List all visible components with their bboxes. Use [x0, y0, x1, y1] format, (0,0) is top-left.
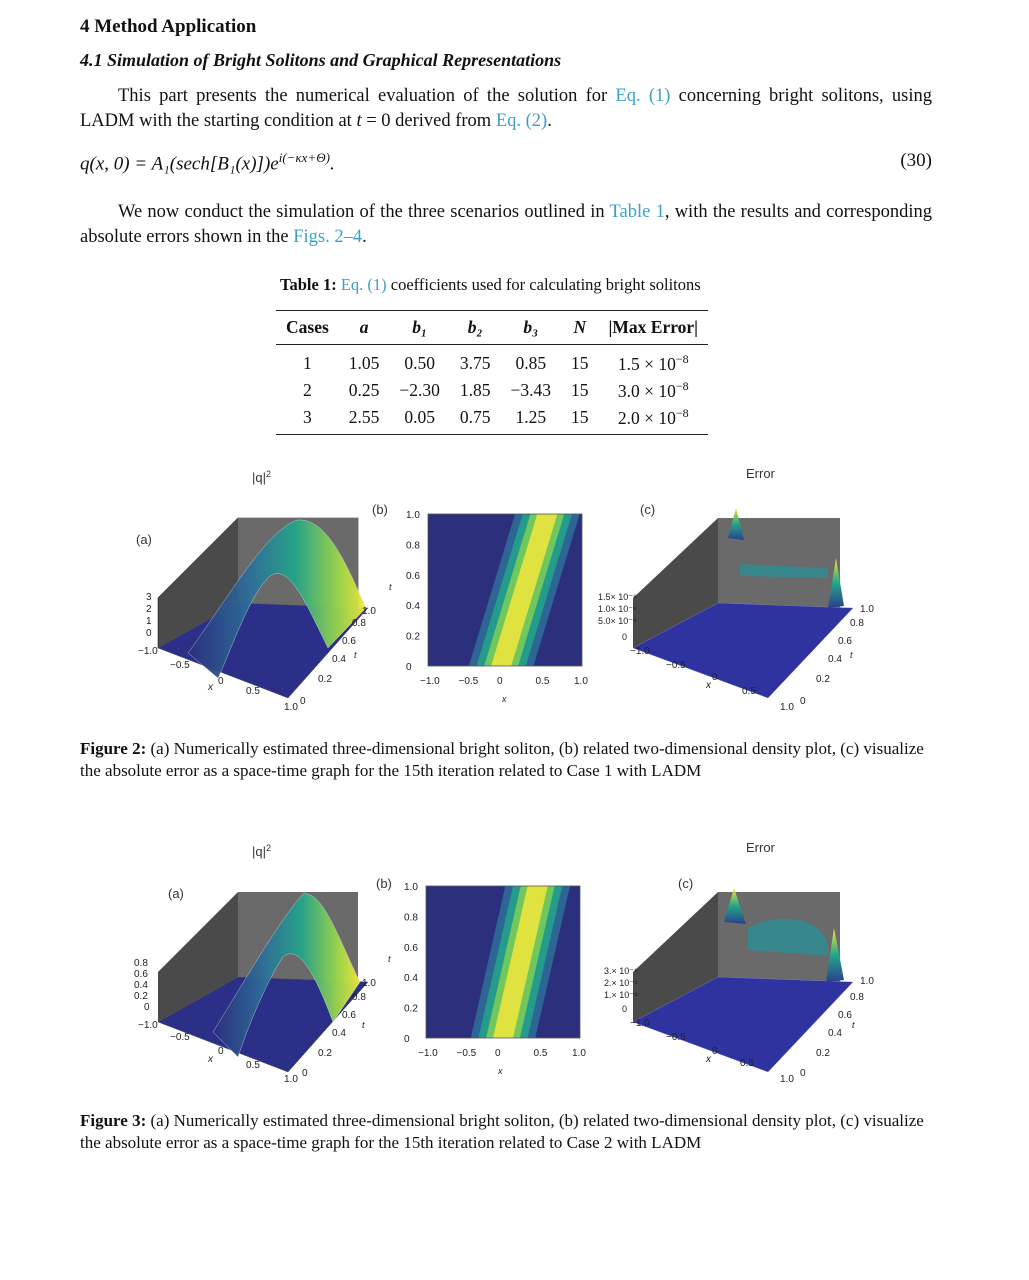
- x-tick: 1.0: [780, 1074, 794, 1085]
- x-tick: 0: [712, 1046, 718, 1057]
- t-tick: 0: [800, 696, 806, 707]
- equation-number: (30): [900, 150, 932, 171]
- x-tick: −1.0: [138, 1020, 158, 1031]
- y-tick: 0.4: [404, 973, 418, 985]
- t-label: t: [354, 650, 357, 660]
- cell: $2.0 \times 10^{-8}$: [599, 404, 709, 435]
- x-tick: −1.0: [630, 1018, 650, 1029]
- z-tick: 0.6: [134, 969, 148, 980]
- x-tick: −1.0: [138, 646, 158, 657]
- panel-a-z-ticks: [134, 958, 150, 1013]
- z-tick: 2: [146, 604, 152, 615]
- figure-3-caption: Figure 3: (a) Numerically estimated three-dimensional bright soliton, (b) related two-dimensional density plot, (c) visualize the absolute error as a space-time graph for the 15th iteration related to Case 2 with LADM: [80, 1111, 924, 1152]
- panel-b-tag: (b): [372, 502, 388, 517]
- z-tick: 1.5× 10⁻⁸: [598, 592, 637, 602]
- figure-2: [128, 458, 888, 718]
- panel-b-density-plot: [376, 876, 586, 1076]
- x-label: x: [706, 1054, 711, 1065]
- z-tick: 0.8: [134, 958, 148, 969]
- z-tick: 2.× 10⁻⁸: [604, 978, 638, 988]
- z-tick: 3.× 10⁻⁸: [604, 966, 638, 976]
- t-tick: 0.8: [352, 992, 366, 1003]
- panel-a-tag: (a): [168, 886, 184, 901]
- header-b1: b₁: [389, 311, 450, 345]
- x-tick: 1.0: [284, 1074, 298, 1085]
- x-tick: −0.5: [666, 660, 686, 671]
- panel-c-error: [598, 466, 874, 713]
- cell: 1.05: [348, 352, 380, 373]
- cell: −3.43: [510, 379, 552, 400]
- table-caption: Table 1: Eq. (1) coefficients used for calculating bright solitons: [280, 275, 701, 294]
- y-tick: 1.0: [406, 510, 420, 521]
- y-tick: 0.2: [404, 1003, 418, 1015]
- panel-b-tag: (b): [376, 876, 392, 891]
- t-tick: 0.8: [352, 618, 366, 629]
- x-tick: 1.0: [284, 702, 298, 713]
- t-tick: 0.8: [850, 618, 864, 629]
- y-tick: 0.2: [406, 631, 420, 643]
- section-heading: 4 Method Application: [80, 16, 257, 37]
- t-tick: 1.0: [362, 978, 376, 989]
- table-row: [276, 377, 708, 404]
- x-tick: −1.0: [418, 1048, 438, 1059]
- y-tick: 0.6: [404, 942, 418, 954]
- cell: $1.5 \times 10^{-8}$: [617, 352, 689, 374]
- t-tick: 0.2: [318, 1048, 332, 1059]
- panel-b-xlabel: x: [498, 1066, 503, 1076]
- t-tick: 0.4: [828, 1028, 842, 1039]
- t-tick: 0.6: [838, 636, 852, 647]
- panel-b-ylabel: t: [389, 582, 392, 592]
- t-label: t: [362, 1020, 365, 1030]
- panel-b-ylabel: t: [388, 954, 391, 964]
- figure-2-caption: Figure 2: (a) Numerically estimated three-dimensional bright soliton, (b) related two-dimensional density plot, (c) visualize the absolute error as a space-time graph for the 15th iteration related to Case 1 with LADM: [80, 739, 924, 780]
- y-tick: 0: [406, 662, 412, 673]
- cell: 0.25: [348, 379, 380, 400]
- z-tick: 3: [146, 592, 152, 603]
- header-n: N: [561, 311, 599, 345]
- t-tick: 0.8: [850, 992, 864, 1003]
- cell: 1: [303, 352, 312, 373]
- x-tick: −0.5: [170, 1032, 190, 1043]
- t-tick: 0.2: [816, 674, 830, 685]
- panel-b-x-ticks: [418, 1048, 586, 1059]
- x-tick: 0: [495, 1048, 501, 1059]
- t-tick: 0.2: [816, 1048, 830, 1059]
- table-row: [276, 404, 708, 435]
- header-cases: Cases: [276, 311, 339, 345]
- y-tick: 0.6: [406, 570, 420, 582]
- x-tick: 0.5: [742, 686, 756, 697]
- intro-paragraph: This part presents the numerical evaluation of the solution for Eq. (1) concerning bright solitons, using LADM with the starting condition at t = 0 derived from Eq. (2).: [80, 86, 932, 131]
- t-tick: 0.6: [838, 1010, 852, 1021]
- t-tick: 0.2: [318, 674, 332, 685]
- z-tick: 0.4: [134, 980, 148, 991]
- z-tick: 1: [146, 616, 152, 627]
- panel-a-3d-soliton: [134, 843, 376, 1085]
- z-tick: 0.2: [134, 991, 148, 1002]
- z-tick: 0: [622, 632, 628, 642]
- cell: 3.75: [459, 352, 491, 373]
- z-tick: 0: [146, 628, 152, 639]
- panel-c-tag: (c): [678, 876, 694, 891]
- header-b2: b₂: [450, 311, 501, 345]
- cell: 0.85: [515, 352, 547, 373]
- x-tick: 0: [218, 676, 224, 687]
- panel-b-x-ticks: [420, 676, 588, 687]
- x-label: x: [208, 682, 213, 693]
- x-tick: 1.0: [574, 676, 588, 687]
- t-tick: 1.0: [860, 604, 874, 615]
- equation-30: q(x, $0) = A_1(\sec h[B_1(x)])e^{i(-\kappa x+\Theta)}$. (30): [80, 150, 932, 175]
- x-tick: 0: [712, 672, 718, 683]
- scenario-paragraph: We now conduct the simulation of the three scenarios outlined in Table 1, with the results and corresponding absolute errors shown in the Figs. 2–4.: [80, 202, 932, 247]
- header-b3: b₃: [501, 311, 562, 345]
- eq2-link[interactable]: Eq. (2): [495, 111, 548, 131]
- x-tick: 0.5: [246, 686, 260, 697]
- panel-a-tag: (a): [136, 532, 152, 547]
- y-tick: 0.8: [404, 912, 418, 924]
- panel-a-title: $|q|^2$: [252, 469, 271, 485]
- panel-c-z-ticks: [598, 592, 637, 642]
- cell: 0.50: [404, 352, 435, 373]
- x-tick: 0: [497, 676, 503, 687]
- panel-c-error: [604, 840, 874, 1085]
- subsection-heading: 4.1 Simulation of Bright Solitons and Graphical Representations: [80, 50, 562, 70]
- panel-c-z-ticks: [604, 966, 638, 1014]
- x-tick: 1.0: [572, 1048, 586, 1059]
- t-label: t: [852, 1020, 855, 1030]
- panel-a-z-ticks: [146, 592, 152, 639]
- cell: 15: [571, 379, 589, 400]
- cell: 2: [303, 379, 312, 400]
- panel-c-tag: (c): [640, 502, 656, 517]
- panel-b-xlabel: x: [502, 694, 507, 704]
- cell: 15: [571, 352, 589, 373]
- coefficients-table: [276, 310, 708, 435]
- z-tick: 0: [622, 1004, 628, 1014]
- x-tick: −0.5: [666, 1032, 686, 1043]
- panel-a-3d-soliton: [136, 469, 376, 713]
- x-tick: 1.0: [780, 702, 794, 713]
- x-tick: −1.0: [420, 676, 440, 687]
- t-tick: 1.0: [860, 976, 874, 987]
- z-tick: 1.× 10⁻⁸: [604, 990, 638, 1000]
- x-tick: 0: [218, 1046, 224, 1057]
- t-label: t: [850, 650, 853, 660]
- y-tick: 0.4: [406, 601, 420, 613]
- t-tick: 0.4: [828, 654, 842, 665]
- x-tick: −0.5: [458, 676, 479, 687]
- figs-link[interactable]: Figs. 2–4: [293, 227, 363, 247]
- cell: 0.75: [450, 404, 501, 435]
- cell: −2.30: [399, 379, 440, 400]
- header-max-error: |Max Error|: [599, 311, 709, 345]
- cell: $3.0 \times 10^{-8}$: [617, 378, 689, 401]
- header-a: a: [339, 311, 390, 345]
- x-tick: 0.5: [740, 1058, 754, 1069]
- t-tick: 0: [300, 696, 306, 707]
- z-tick: 5.0× 10⁻⁹: [598, 616, 637, 626]
- table1-link[interactable]: Table 1: [609, 202, 665, 222]
- cell: 1.85: [459, 379, 491, 400]
- x-label: x: [208, 1054, 213, 1065]
- y-tick: 0.8: [406, 540, 420, 552]
- y-tick: 0: [404, 1034, 410, 1045]
- cell: 0.05: [389, 404, 450, 435]
- cell: 3: [276, 404, 339, 435]
- t-tick: 0.4: [332, 654, 346, 665]
- cell: 1.25: [501, 404, 562, 435]
- t-tick: 1.0: [362, 606, 376, 617]
- eq1-link[interactable]: Eq. (1): [615, 86, 671, 106]
- table-header-row: [276, 311, 708, 345]
- t-tick: 0.6: [342, 1010, 356, 1021]
- z-tick: 1.0× 10⁻⁸: [598, 604, 637, 614]
- t-tick: 0.4: [332, 1028, 346, 1039]
- y-tick: 1.0: [404, 882, 418, 893]
- t-tick: 0: [302, 1068, 308, 1079]
- table-eq1-link[interactable]: Eq. (1): [340, 275, 387, 294]
- figure-3: [128, 832, 888, 1092]
- panel-c-title: Error: [746, 840, 775, 855]
- x-tick: −0.5: [170, 660, 190, 671]
- cell: 2.55: [339, 404, 390, 435]
- x-tick: −1.0: [630, 646, 650, 657]
- z-tick: 0: [144, 1002, 150, 1013]
- panel-c-title: Error: [746, 466, 775, 481]
- t-tick: 0: [800, 1068, 806, 1079]
- cell: 15: [561, 404, 599, 435]
- x-label: x: [706, 680, 711, 691]
- panel-a-title: $|q|^2$: [252, 843, 271, 859]
- table-row: [276, 345, 708, 377]
- x-tick: 0.5: [246, 1060, 260, 1071]
- panel-b-y-ticks: [406, 510, 420, 673]
- x-tick: 0.5: [535, 676, 550, 687]
- panel-b-y-ticks: [404, 882, 418, 1045]
- t-tick: 0.6: [342, 636, 356, 647]
- x-tick: −0.5: [456, 1048, 477, 1059]
- panel-b-density-plot: [372, 502, 588, 704]
- x-tick: 0.5: [533, 1048, 548, 1059]
